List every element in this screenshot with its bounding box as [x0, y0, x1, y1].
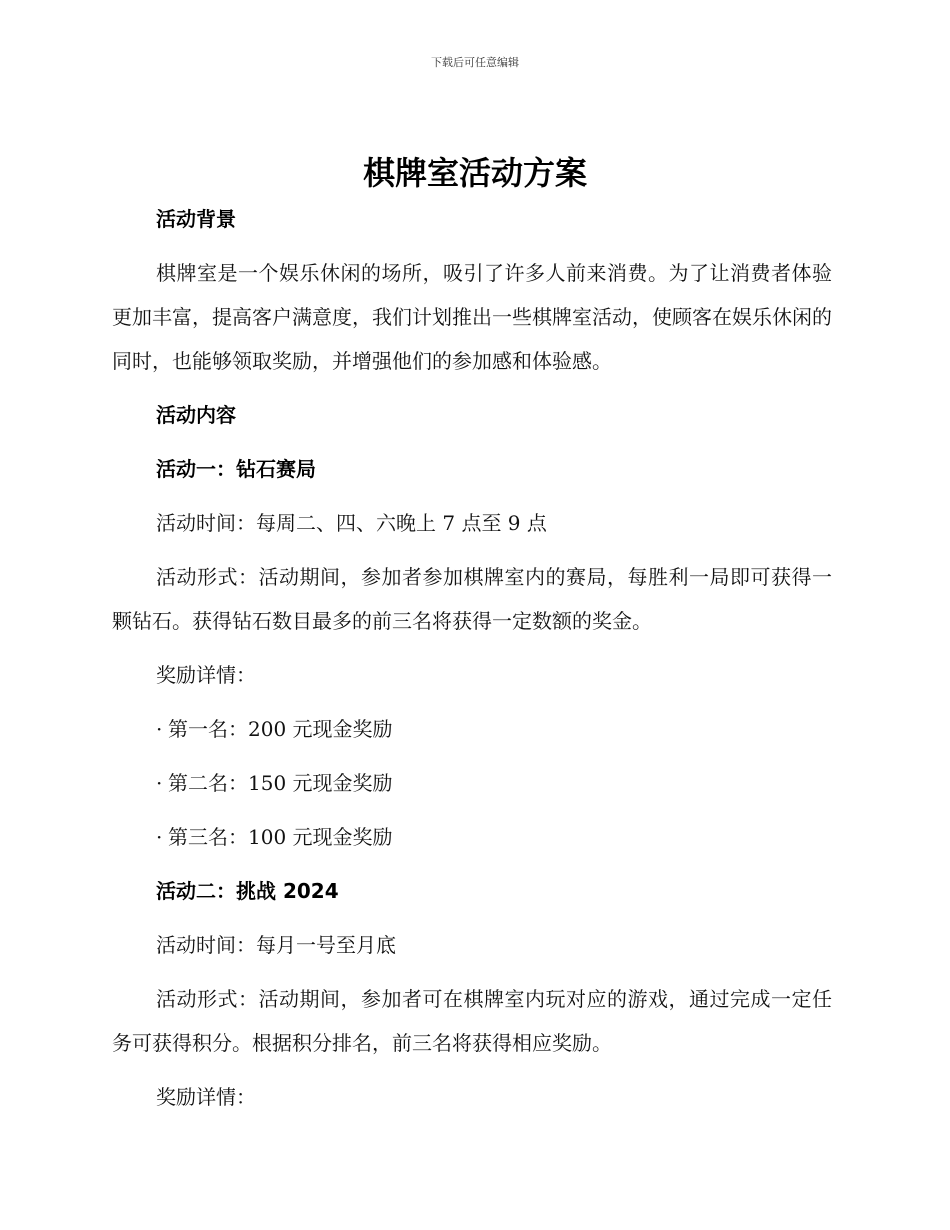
document-title: 棋牌室活动方案	[362, 154, 587, 192]
bullet-icon: ·	[156, 825, 163, 849]
content-heading: 活动内容	[156, 403, 236, 427]
activity1-time: 活动时间：每周二、四、六晚上 7 点至 9 点	[156, 511, 547, 535]
reward-item-text: 第二名：150 元现金奖励	[168, 771, 393, 795]
bullet-icon: ·	[156, 717, 163, 741]
activity2-heading: 活动二：挑战 2024	[156, 879, 339, 903]
activity2-time: 活动时间：每月一号至月底	[156, 933, 396, 957]
document-body	[112, 197, 832, 1129]
reward-item-first	[112, 707, 832, 751]
reward-item-text: 第三名：100 元现金奖励	[168, 825, 393, 849]
activity2-reward-label: 奖励详情：	[156, 1085, 256, 1109]
reward-item-second	[112, 761, 832, 805]
bullet-icon: ·	[156, 771, 163, 795]
background-heading: 活动背景	[156, 207, 236, 231]
background-paragraph: 棋牌室是一个娱乐休闲的场所，吸引了许多人前来消费。为了让消费者体验更加丰富，提高客户满意度，我们计划推出一些棋牌室活动，使顾客在娱乐休闲的同时，也能够领取奖励，并增强他们的参加感和体验感。	[112, 261, 832, 373]
activity1-reward-label: 奖励详情：	[156, 663, 256, 687]
header-note: 下载后可任意编辑	[431, 56, 519, 69]
activity2-form: 活动形式：活动期间，参加者可在棋牌室内玩对应的游戏，通过完成一定任务可获得积分。根据积分排名，前三名将获得相应奖励。	[112, 987, 832, 1055]
activity1-form: 活动形式：活动期间，参加者参加棋牌室内的赛局，每胜利一局即可获得一颗钻石。获得钻石数目最多的前三名将获得一定数额的奖金。	[112, 565, 832, 633]
reward-item-text: 第一名：200 元现金奖励	[168, 717, 393, 741]
activity1-heading: 活动一：钻石赛局	[156, 457, 316, 481]
reward-item-third	[112, 815, 832, 859]
